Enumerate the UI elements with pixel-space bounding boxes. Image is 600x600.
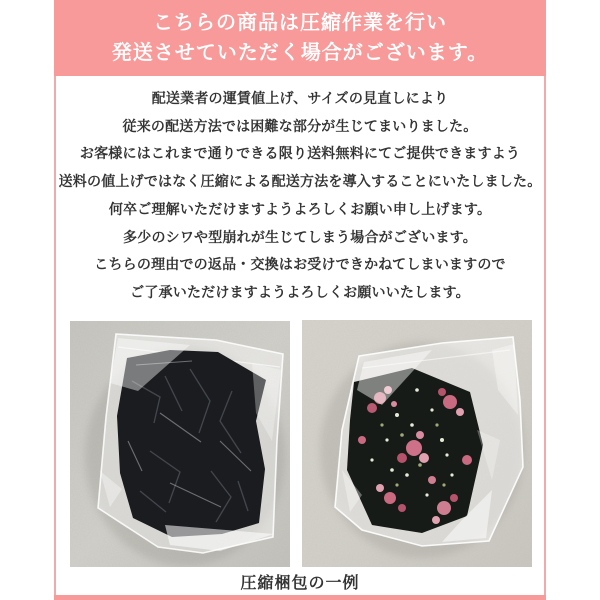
notice-line: 送料の値上げではなく圧縮による配送方法を導入することにいたしました。 xyxy=(58,173,542,190)
photo-right-illustration xyxy=(302,320,532,567)
header-line-1: こちらの商品は圧縮作業を行い xyxy=(153,12,447,34)
notice-line: 従来の配送方法では困難な部分が生じてまいりました。 xyxy=(122,117,478,134)
compressed-pack-photo-floral xyxy=(302,320,532,567)
compressed-pack-photo-dark xyxy=(70,321,290,567)
header-line-2: 発送させていただく場合がございます。 xyxy=(111,42,489,64)
header-banner xyxy=(54,0,546,76)
notice-line: 何卒ご理解いただけますようよろしくお願い申し上げます。 xyxy=(108,200,492,217)
notice-line: ご了承いただけますようよろしくお願いいたします。 xyxy=(130,283,470,300)
photo-caption: 圧縮梱包の一例 xyxy=(240,575,360,592)
photo-left-illustration xyxy=(70,321,290,567)
notice-line: 多少のシワや型崩れが生じてしまう場合がございます。 xyxy=(123,228,477,245)
bottom-pink-band xyxy=(54,595,546,600)
notice-text-block xyxy=(54,85,546,307)
notice-line: こちらの理由での返品・交換はお受けできかねてしまいますので xyxy=(94,256,506,273)
notice-line: 配送業者の運賃値上げ、サイズの見直しにより xyxy=(151,90,449,106)
notice-line: お客様にはこれまで通りできる限り送料無料にてご提供できますよう xyxy=(79,145,521,162)
